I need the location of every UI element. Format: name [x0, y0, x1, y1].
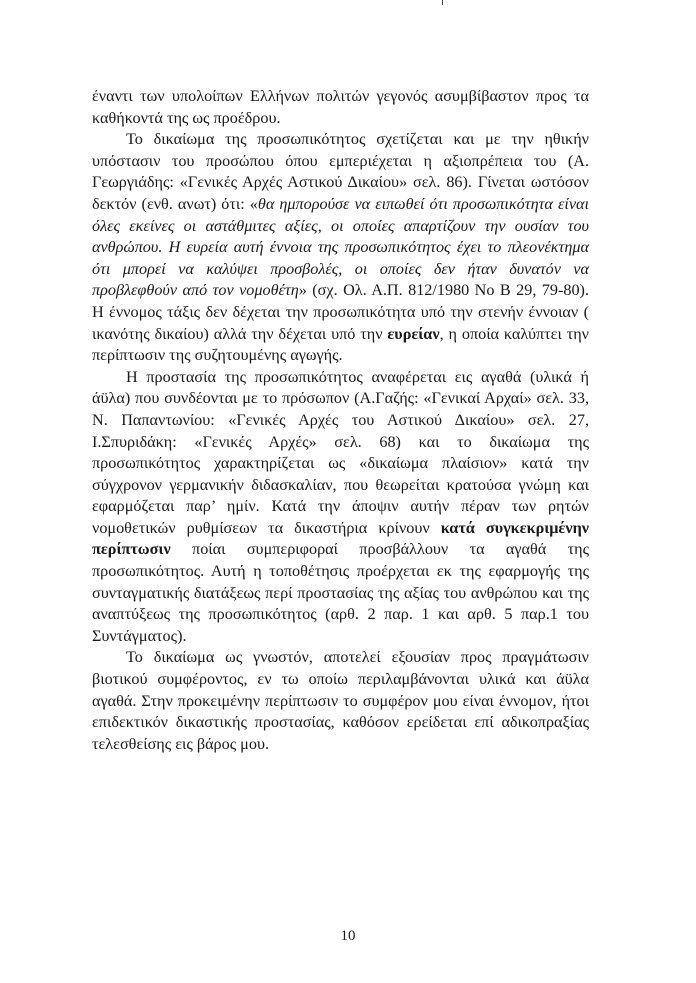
scan-artifact-mark — [442, 0, 443, 5]
body-text — [92, 86, 589, 755]
paragraph-4-text: Το δικαίωμα ως γνωστόν, αποτελεί εξουσίαν προς πραγμάτωσιν βιοτικού συμφέροντος, εν τω οποίω περιλαμβάνονται υλικά και άϋλα αγαθά. Στην προκειμένην περίπτωσιν το συμφέρον μου είναι έννομον, ήτοι επιδεκτικόν δικαστικής προστασίας, καθόσον ερείδεται επί αδικοπραξίας τελεσθείσης εις βάρος μου. — [92, 648, 589, 753]
paragraph-4 — [92, 647, 589, 755]
paragraph-3-text-b: ποίαι συμπεριφοραί προσβάλλουν τα αγαθά της προσωπικότητος. Αυτή η τοποθέτησις προέρχεται εκ της εφαρμογής της συνταγματικής διατάξεως περί προστασίας της αξίας του ανθρώπου και της αναπτύξεως της προσωπικότητος (αρθ. 2 παρ. 1 και αρθ. 5 παρ.1 του Συντάγματος). — [92, 540, 589, 645]
paragraph-3-text-a: Η προστασία της προσωπικότητος αναφέρεται εις αγαθά (υλικά ή άϋλα) που συνδέονται με το πρόσωπον (Α.Γαζής: «Γενικαί Αρχαί» σελ. 33, Ν. Παπαντωνίου: «Γενικές Αρχές του Αστικού Δικαίου» σελ. 27, Ι.Σπυριδάκη: «Γενικές Αρχές» σελ. 68) και το δικαίωμα της προσωπικότητος χαρακτηρίζεται ως «δικαίωμα πλαίσιον» κατά την σύγχρονον γερμανικήν διδασκαλίαν, που θεωρείται κρατούσα γνώμη και εφαρμόζεται παρ’ ημίν. Κατά την άποψιν αυτήν πέραν των ρητών νομοθετικών ρυθμίσεων τα δικαστήρια κρίνουν — [92, 367, 589, 537]
paragraph-3-emphasis: κατά συγκεκριμένην περίπτωσιν — [92, 518, 589, 559]
paragraph-2 — [92, 129, 589, 367]
paragraph-3 — [92, 367, 589, 648]
paragraph-2-text-b: » (σχ. Ολ. Α.Π. 812/1980 Νο Β 29, 79-80). Η έννομος τάξις δεν δέχεται την προσωπικότητα υπό την στενήν έννοιαν ( ικανότης δικαίου) αλλά την δέχεται υπό την — [92, 281, 589, 343]
page-number: 10 — [340, 928, 356, 944]
paragraph-1-text: έναντι των υπολοίπων Ελλήνων πολιτών γεγονός ασυμβίβαστον προς τα καθήκοντά της ως προέδρου. — [92, 87, 589, 127]
paragraph-2-text-c: , η οποία καλύπτει την περίπτωσιν της συζητουμένης αγωγής. — [92, 324, 589, 365]
paragraph-2-text-a: Το δικαίωμα της προσωπικότητος σχετίζεται και με την ηθικήν υπόστασιν του προσώπου όπου εμπεριέχεται η αξιοπρέπεια του (Α. Γεωργιάδης: «Γενικές Αρχές Αστικού Δικαίου» σελ. 86). Γίνεται ωστόσον δεκτόν (ενθ. ανωτ) ότι: « — [92, 130, 589, 213]
paragraph-1 — [92, 86, 589, 129]
paragraph-2-quotation: θα ημπορούσε να ειπωθεί ότι προσωπικότητα είναι όλες εκείνες οι αστάθμιτες αξίες, οι οποίες απαρτίζουν την ουσίαν του ανθρώπου. Η ευρεία αυτή έννοια της προσωπικότητος έχει το πλεονέκτημα ότι μπορεί να καλύψει προσβολές, οι οποίες δεν ήταν δυνατόν να προβλεφθούν από τον νομοθέτη — [92, 194, 589, 300]
paragraph-2-emphasis: ευρείαν — [387, 324, 440, 343]
